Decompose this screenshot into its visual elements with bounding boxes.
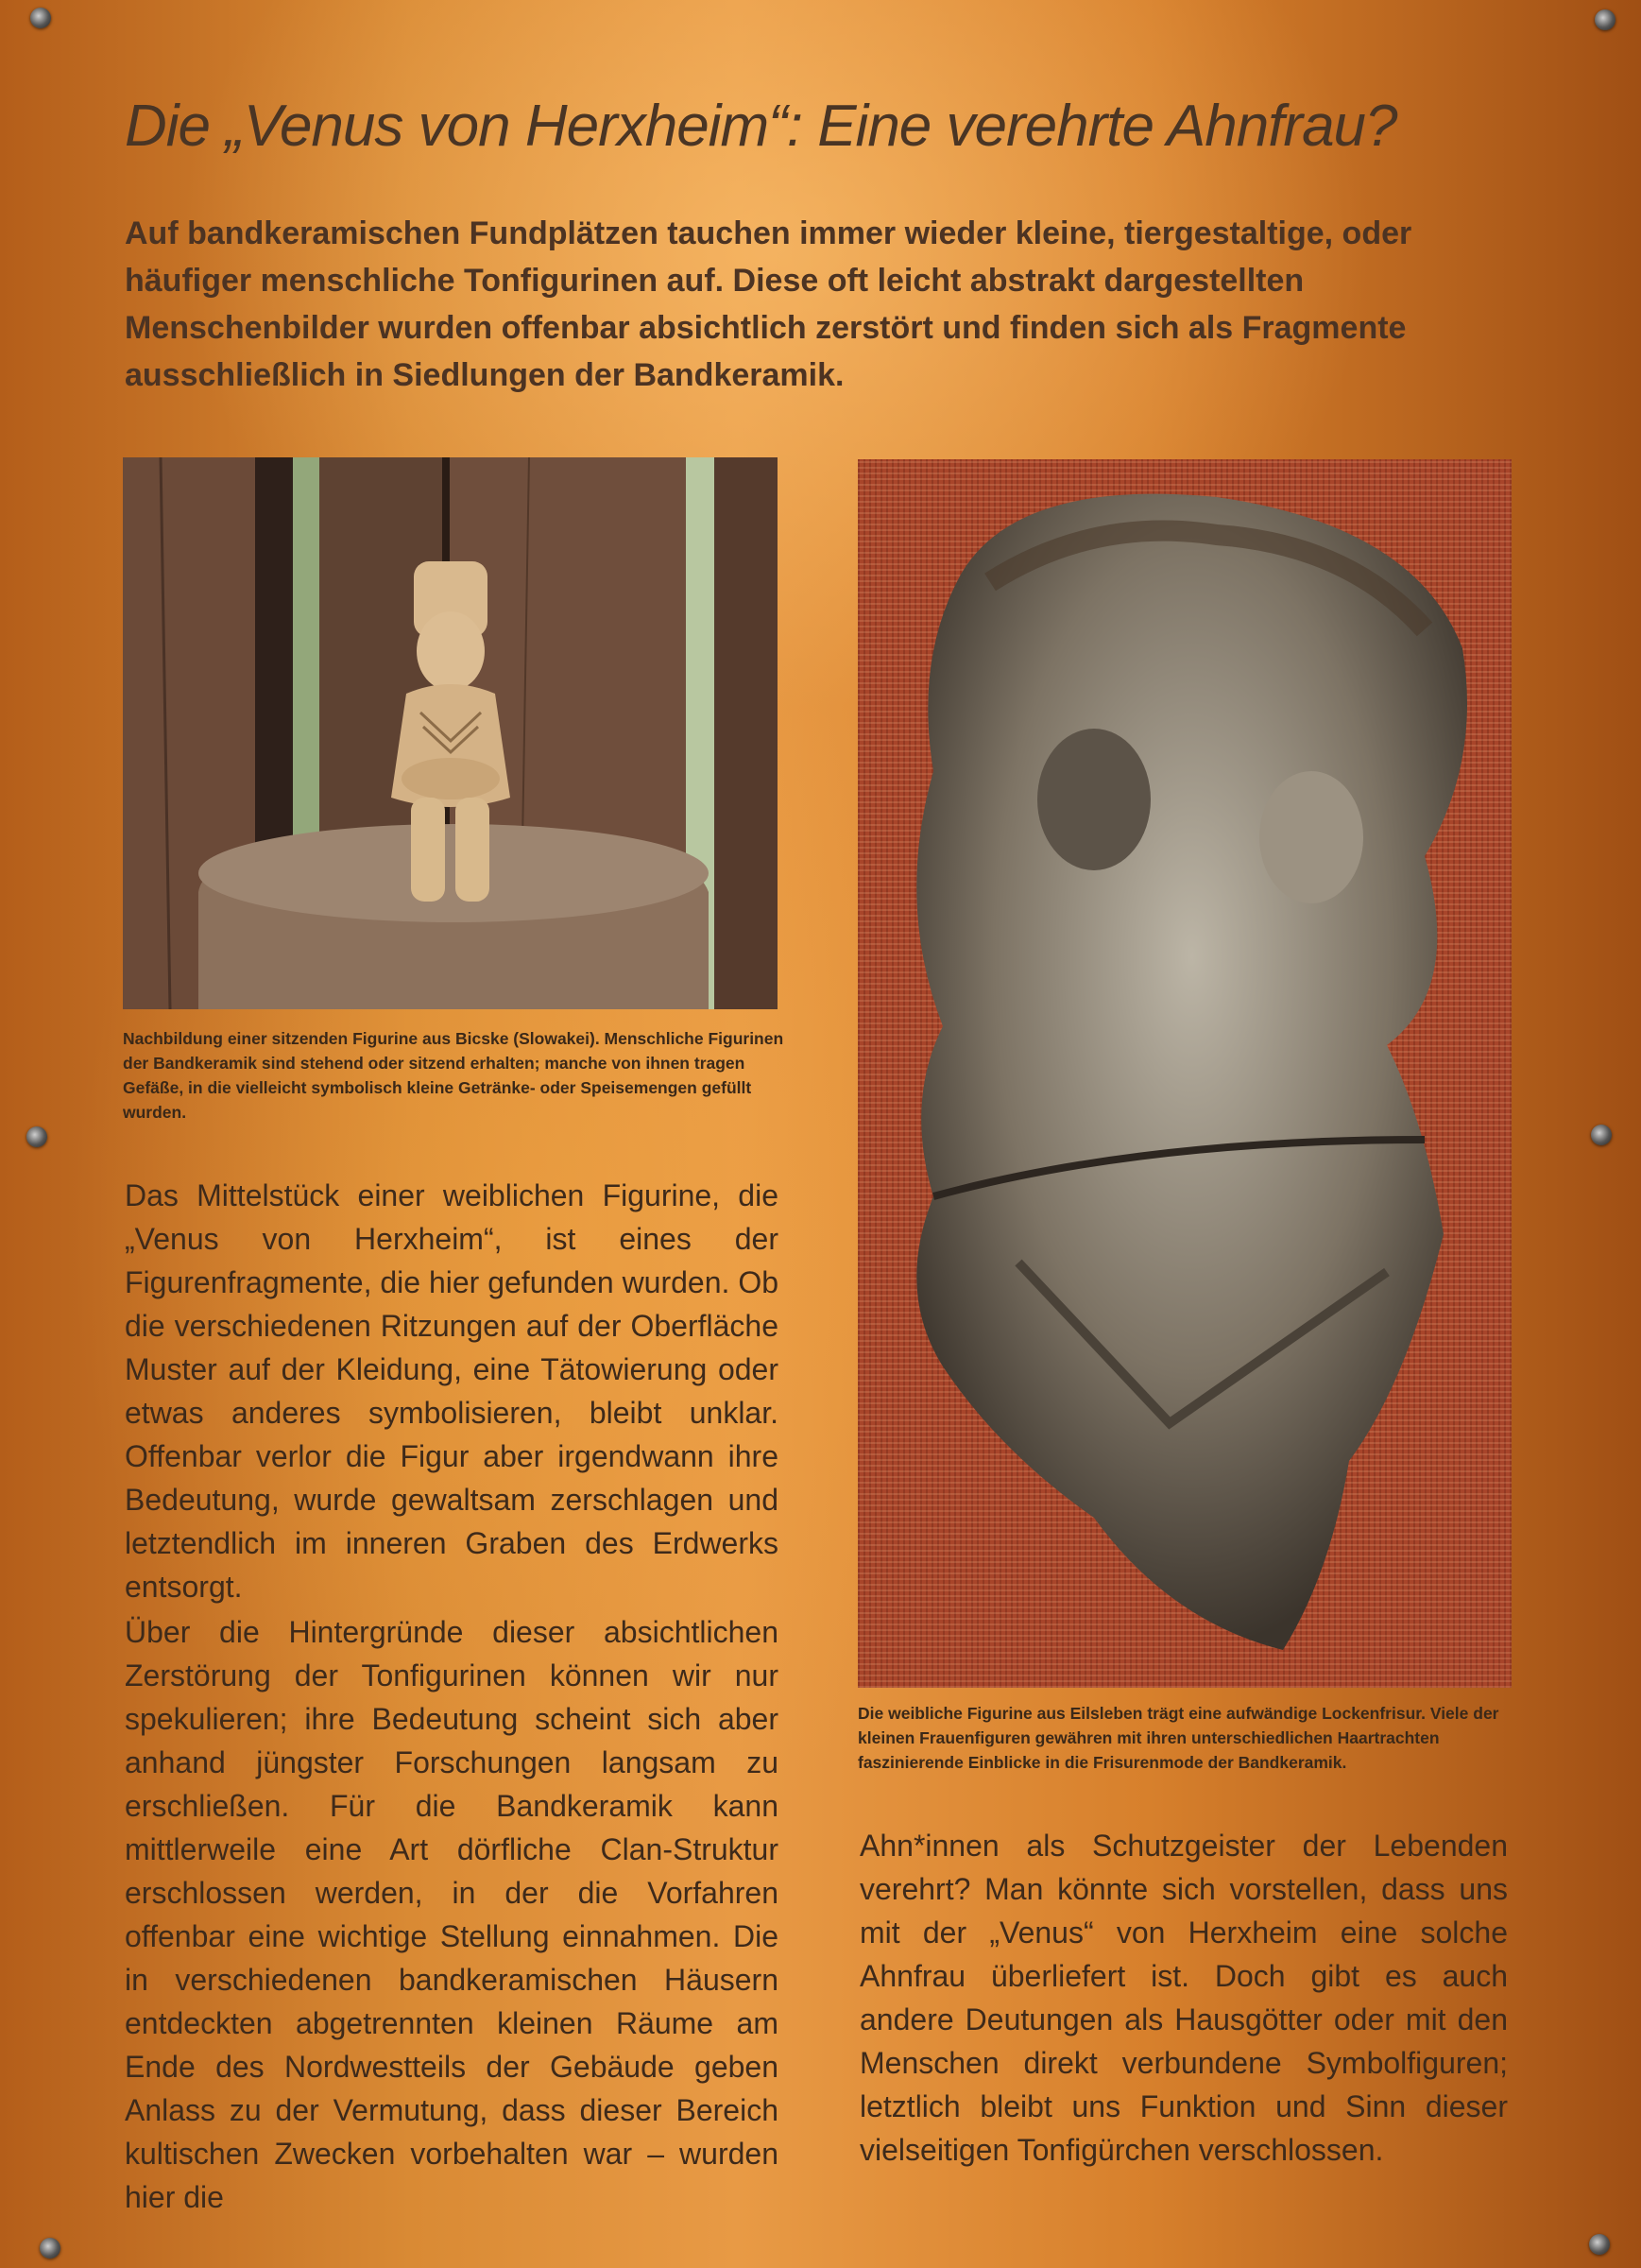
left-photo-caption: Nachbildung einer sitzenden Figurine aus Bicske (Slowakei). Menschliche Figurinen der Bandkeramik sind stehend oder sitzend erhalten; manche von ihnen tragen Gefäße, in die vielleicht symbolisch kleine Getränke- oder Speisemengen gefüllt wurden. — [123, 1029, 784, 1122]
clay-figurine-fragment-photo-icon — [858, 459, 1512, 1688]
clay-figurine-fragment-photo — [858, 459, 1512, 1688]
screw-icon — [1591, 1125, 1612, 1145]
screw-icon — [26, 1126, 47, 1147]
screw-icon — [1595, 9, 1615, 30]
page-title: Die „Venus von Herxheim“: Eine verehrte Ahnfrau? — [125, 94, 1397, 159]
body-paragraph-3: Ahn*innen als Schutzgeister der Lebenden verehrt? Man könnte sich vorstellen, dass uns mit der „Venus“ von Herxheim eine solche Ahnfrau überliefert ist. Doch gibt es auch andere Deutungen als Hausgötter oder mit den Menschen direkt verbundene Symbolfiguren; letztlich bleibt uns Funktion und Sinn dieser vielseitigen Tonfigürchen verschlossen. — [860, 1829, 1508, 2167]
screw-icon — [40, 2238, 60, 2259]
screw-icon — [30, 8, 51, 28]
screw-icon — [1589, 2234, 1610, 2255]
seated-figurine-photo-icon — [123, 457, 778, 1009]
right-photo-caption: Die weibliche Figurine aus Eilsleben trägt eine aufwändige Lockenfrisur. Viele der kleinen Frauenfiguren gewähren mit ihren unterschiedlichen Haartrachten faszinierende Einblicke in die Frisurenmode der Bandkeramik. — [858, 1704, 1499, 1772]
intro-paragraph: Auf bandkeramischen Fundplätzen tauchen immer wieder kleine, tiergestaltige, oder häufiger menschliche Tonfigurinen auf. Diese oft leicht abstrakt dargestellten Menschenbilder wurden offenbar absichtlich zerstört und finden sich als Fragmente ausschließlich in Siedlungen der Bandkeramik. — [125, 215, 1412, 393]
body-paragraph-2: Über die Hintergründe dieser absichtlichen Zerstörung der Tonfigurinen können wir nur spekulieren; ihre Bedeutung scheint sich aber anhand jüngster Forschungen langsam zu erschließen. Für die Bandkeramik kann mittlerweile eine Art dörfliche Clan-Struktur erschlossen werden, in der die Vorfahren offenbar eine wichtige Stellung einnahmen. Die in verschiedenen bandkeramischen Häusern entdeckten abgetrennten kleinen Räume am Ende des Nordwestteils der Gebäude geben Anlass zu der Vermutung, dass dieser Bereich kultischen Zwecken vorbehalten war – wurden hier die — [125, 1615, 778, 2214]
seated-figurine-photo — [123, 457, 778, 1009]
body-paragraph-1: Das Mittelstück einer weiblichen Figurine, die „Venus von Herxheim“, ist eines der Figurenfragmente, die hier gefunden wurden. Ob die verschiedenen Ritzungen auf der Oberfläche Muster auf der Kleidung, eine Tätowierung oder etwas anderes symbolisieren, bleibt unklar. Offenbar verlor die Figur aber irgendwann ihre Bedeutung, wurde gewaltsam zerschlagen und letztendlich im inneren Graben des Erdwerks entsorgt. — [125, 1178, 778, 1604]
